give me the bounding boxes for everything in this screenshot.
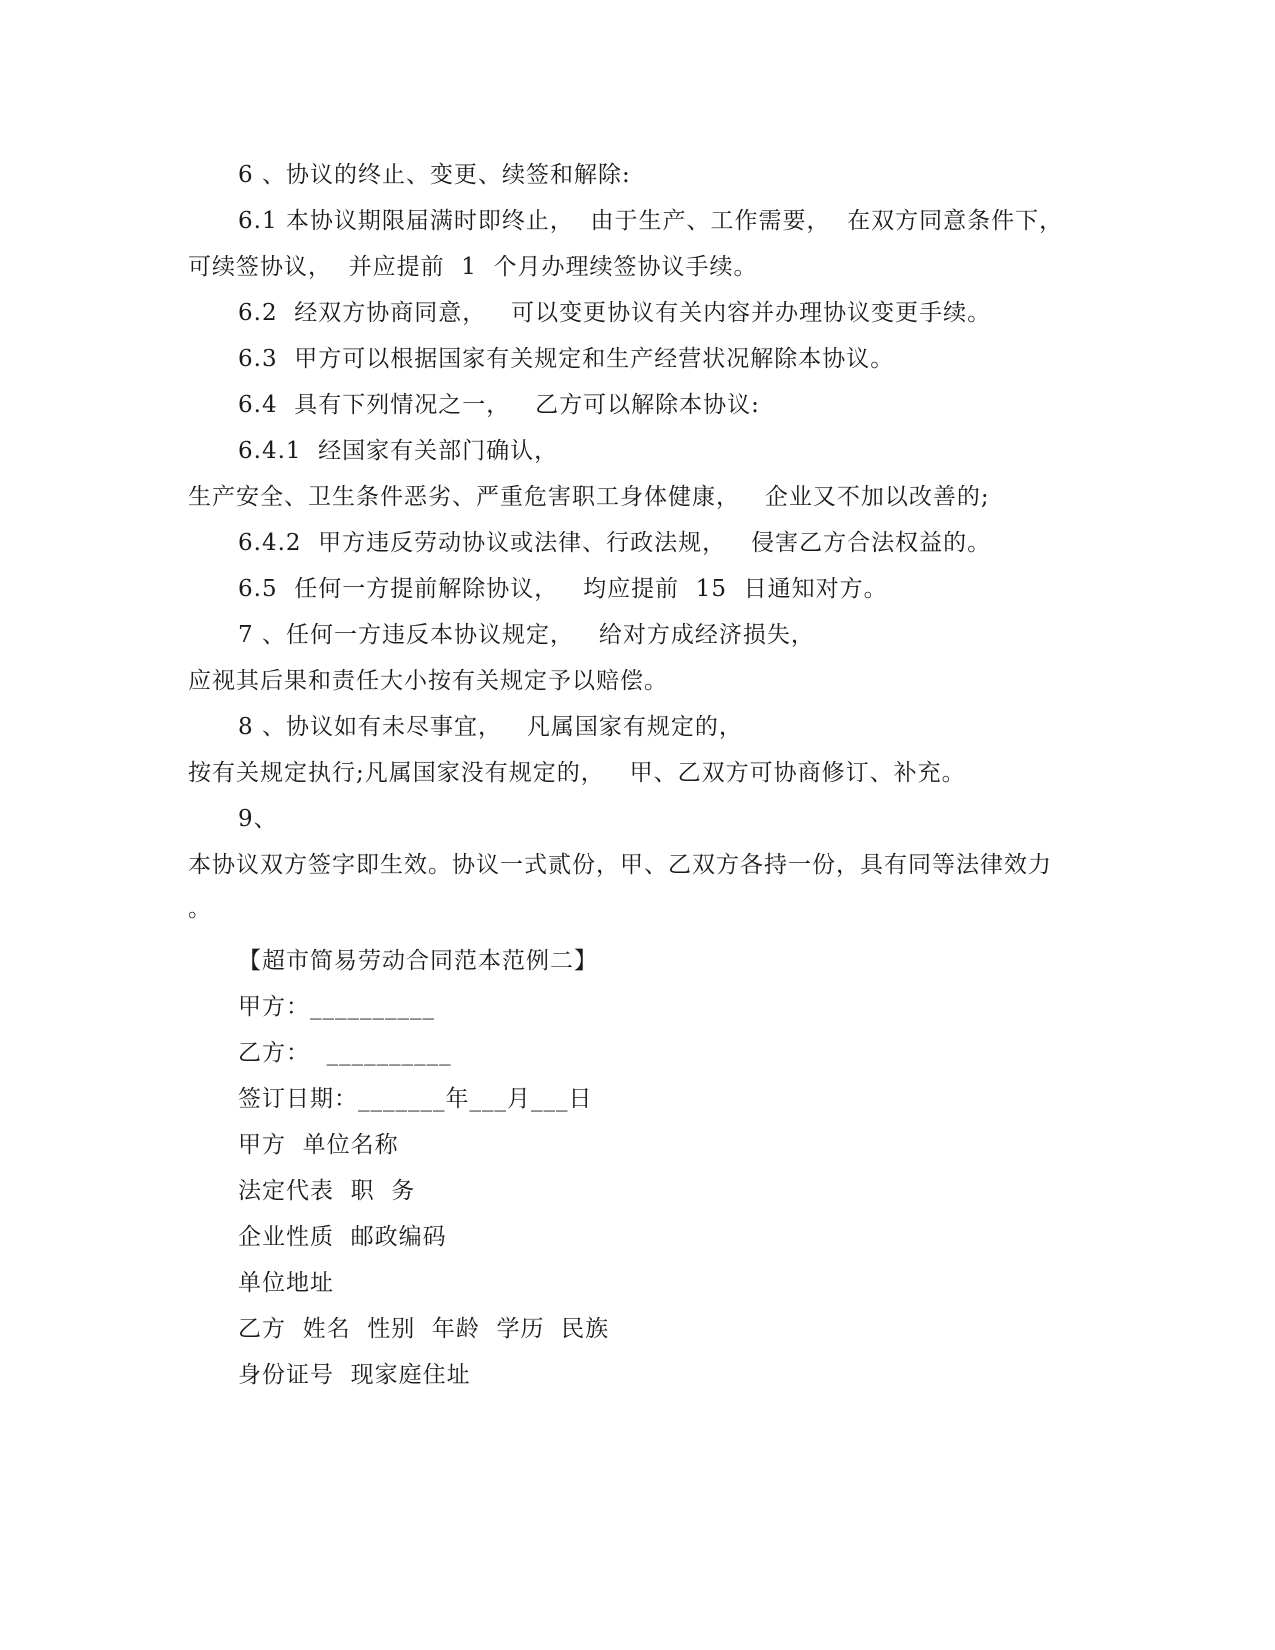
clause-6-3: 6.3 甲方可以根据国家有关规定和生产经营状况解除本协议。 (238, 346, 895, 372)
clause-6-1-line-1: 6.1 本协议期限届满时即终止， 由于生产、工作需要， 在双方同意条件下， (238, 208, 1064, 234)
enterprise-type-postcode: 企业性质 邮政编码 (238, 1224, 447, 1250)
id-number-home-address: 身份证号 现家庭住址 (238, 1362, 471, 1388)
section-9-number: 9、 (238, 806, 278, 832)
clause-6-4: 6.4 具有下列情况之一， 乙方可以解除本协议: (238, 392, 760, 418)
section-7-line-1: 7 、任何一方违反本协议规定， 给对方成经济损失， (238, 622, 815, 648)
party-a-field: 甲方：__________ (238, 994, 435, 1020)
clause-6-2: 6.2 经双方协商同意， 可以变更协议有关内容并办理协议变更手续。 (238, 300, 992, 326)
legal-rep-position: 法定代表 职 务 (238, 1178, 416, 1204)
signing-date-field: 签订日期：_______年___月___日 (238, 1086, 593, 1112)
party-b-field: 乙方： __________ (238, 1040, 452, 1066)
section-8-line-2: 按有关规定执行;凡属国家没有规定的， 甲、乙双方可协商修订、补充。 (188, 760, 966, 786)
section-6-heading: 6 、协议的终止、变更、续签和解除: (238, 162, 631, 188)
section-8-line-1: 8 、协议如有未尽事宜， 凡属国家有规定的， (238, 714, 743, 740)
section-9-text: 本协议双方签字即生效。协议一式贰份，甲、乙双方各持一份，具有同等法律效力 (188, 852, 1052, 878)
clause-6-4-1-line-2: 生产安全、卫生条件恶劣、严重危害职工身体健康， 企业又不加以改善的; (188, 484, 990, 510)
section-7-line-2: 应视其后果和责任大小按有关规定予以赔偿。 (188, 668, 668, 694)
example-2-title: 【超市简易劳动合同范本范例二】 (238, 948, 598, 974)
section-9-trailing-period: 。 (188, 896, 212, 922)
clause-6-5: 6.5 任何一方提前解除协议， 均应提前 15 日通知对方。 (238, 576, 888, 602)
unit-address: 单位地址 (238, 1270, 334, 1296)
clause-6-4-2: 6.4.2 甲方违反劳动协议或法律、行政法规， 侵害乙方合法权益的。 (238, 530, 992, 556)
party-a-unit-name: 甲方 单位名称 (238, 1132, 399, 1158)
clause-6-1-line-2: 可续签协议， 并应提前 1 个月办理续签协议手续。 (188, 254, 758, 280)
clause-6-4-1-line-1: 6.4.1 经国家有关部门确认， (238, 438, 559, 464)
party-b-personal-info: 乙方 姓名 性别 年龄 学历 民族 (238, 1316, 610, 1342)
